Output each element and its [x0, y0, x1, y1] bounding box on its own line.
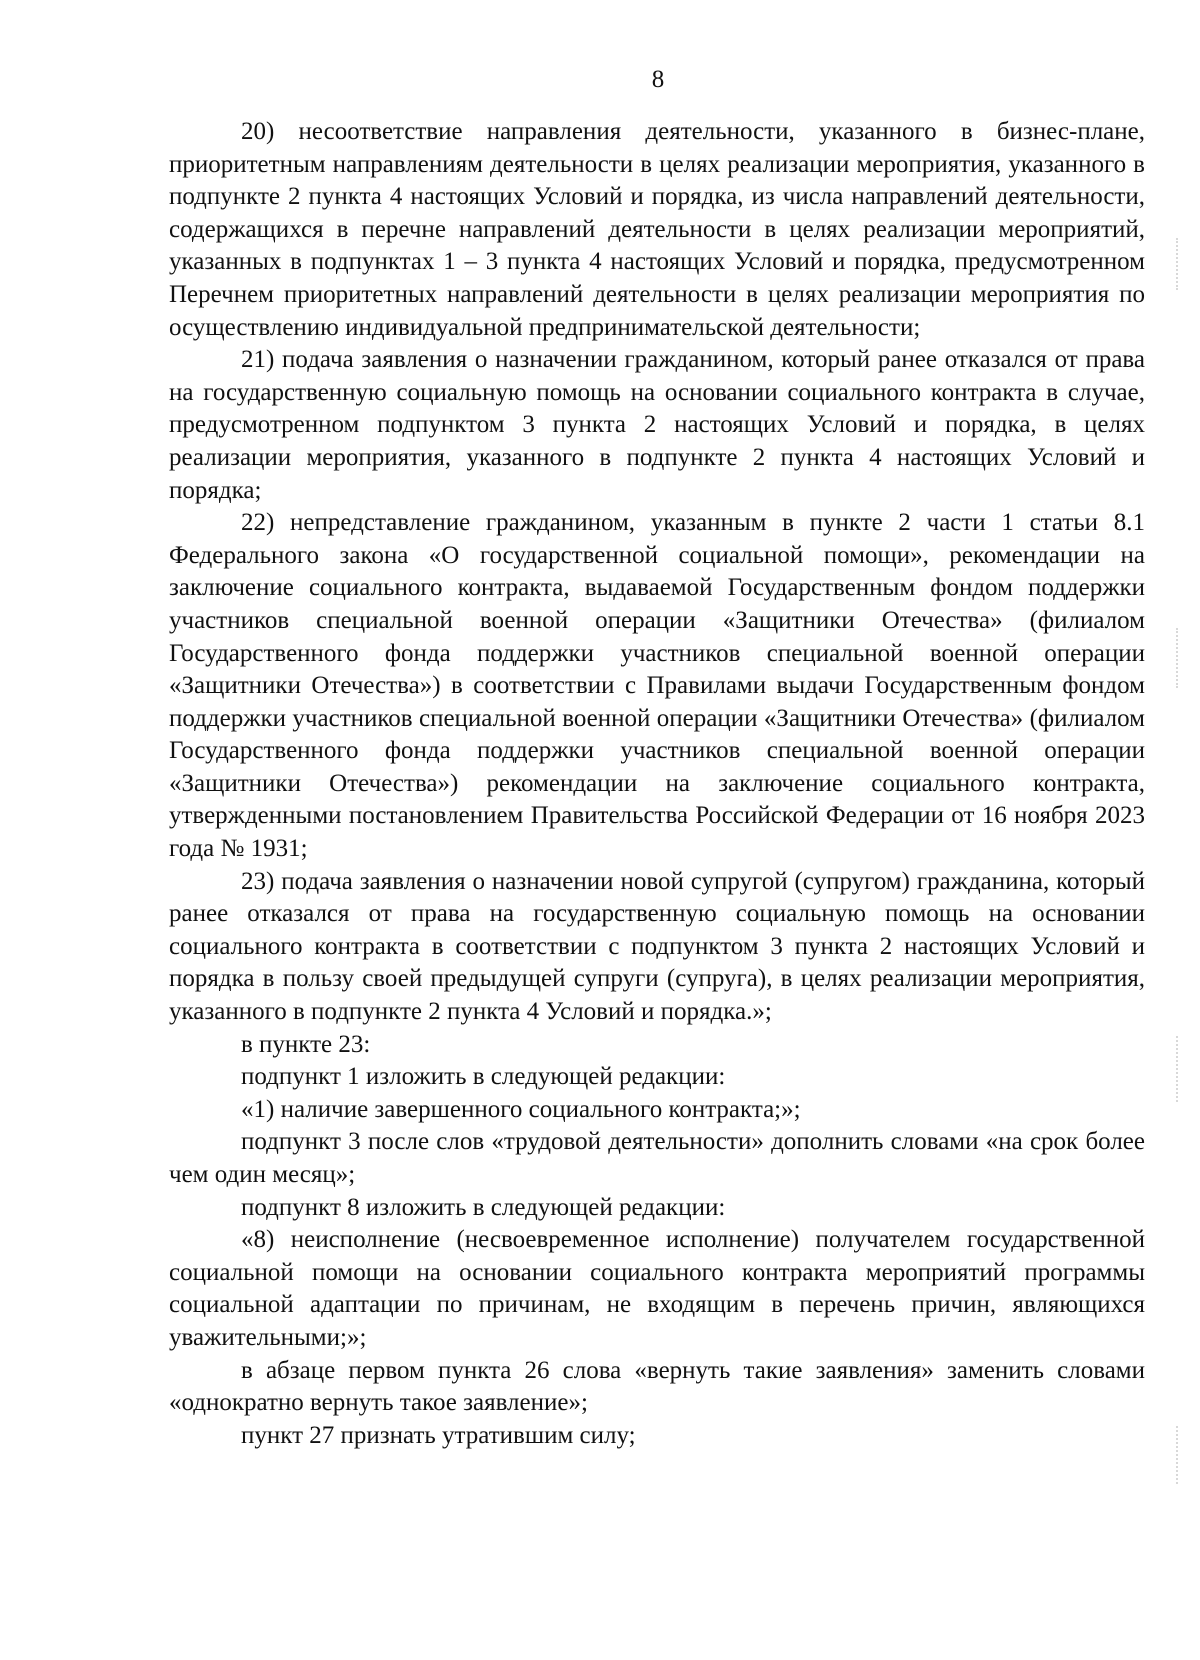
- page-number: 8: [651, 66, 665, 93]
- scan-artifact: [1176, 628, 1192, 688]
- paragraph-point-27-repeal: пункт 27 признать утратившим силу;: [241, 1421, 636, 1449]
- scan-artifact: [1176, 1036, 1192, 1102]
- paragraph-subpoint-8-text: «8) неисполнение (несвоевременное исполнение) получателем государственной социальной помощи на основании социального контракта мероприятий программы социальной адаптации по причинам, не входящим в перечень причин, являющихся уважительными;»;: [169, 1226, 1145, 1351]
- paragraph-subpoint-3-instruction: подпункт 3 после слов «трудовой деятельности» дополнить словами «на срок более чем один месяц»;: [169, 1128, 1145, 1188]
- paragraph-item-21: 21) подача заявления о назначении гражданином, который ранее отказался от права на государственную социальную помощь на основании социального контракта в случае, предусмотренном подпунктом 3 пункта 2 настоящих Условий и порядка, в целях реализации мероприятия, указанного в подпункте 2 пункта 4 настоящих Условий и порядка;: [169, 346, 1145, 504]
- scan-artifact: [1176, 1426, 1192, 1484]
- paragraph-subpoint-1-text: «1) наличие завершенного социального контракта;»;: [241, 1095, 801, 1123]
- scan-artifact: [1176, 238, 1192, 290]
- paragraph-item-20: 20) несоответствие направления деятельности, указанного в бизнес-плане, приоритетным направлениям деятельности в целях реализации мероприятия, указанного в подпункте 2 пункта 4 настоящих Условий и порядка, из числа направлений деятельности, содержащихся в перечне направлений деятельности в целях реализации мероприятий, указанных в подпунктах 1 – 3 пункта 4 настоящих Условий и порядка, предусмотренном Перечнем приоритетных направлений деятельности в целях реализации мероприятия по осуществлению индивидуальной предпринимательской деятельности;: [169, 118, 1145, 341]
- paragraph-item-23: 23) подача заявления о назначении новой супругой (супругом) гражданина, который ранее отказался от права на государственную социальную помощь на основании социального контракта в соответствии с подпунктом 3 пункта 2 настоящих Условий и порядка в пользу своей предыдущей супруги (супруга), в целях реализации мероприятия, указанного в подпункте 2 пункта 4 Условий и порядка.»;: [169, 867, 1145, 1026]
- paragraph-item-22: 22) непредставление гражданином, указанным в пункте 2 части 1 статьи 8.1 Федерального закона «О государственной социальной помощи», рекомендации на заключение социального контракта, выдаваемой Государственным фондом поддержки участников специальной военной операции «Защитники Отечества» (филиалом Государственного фонда поддержки участников специальной военной операции «Защитники Отечества») в соответствии с Правилами выдачи Государственным фондом поддержки участников специальной военной операции «Защитники Отечества» (филиалом Государственного фонда поддержки участников специальной военной операции «Защитники Отечества») рекомендации на заключение социального контракта, утвержденными постановлением Правительства Российской Федерации от 16 ноября 2023 года № 1931;: [169, 509, 1145, 863]
- paragraph-point-26-amendment: в абзаце первом пункта 26 слова «вернуть такие заявления» заменить словами «однократно вернуть такое заявление»;: [169, 1356, 1145, 1417]
- paragraph-subpoint-1-instruction: подпункт 1 изложить в следующей редакции:: [241, 1063, 726, 1091]
- document-body: [169, 116, 1145, 1452]
- paragraph-subpoint-8-instruction: подпункт 8 изложить в следующей редакции:: [241, 1193, 726, 1221]
- paragraph-point-23-intro: в пункте 23:: [241, 1030, 371, 1058]
